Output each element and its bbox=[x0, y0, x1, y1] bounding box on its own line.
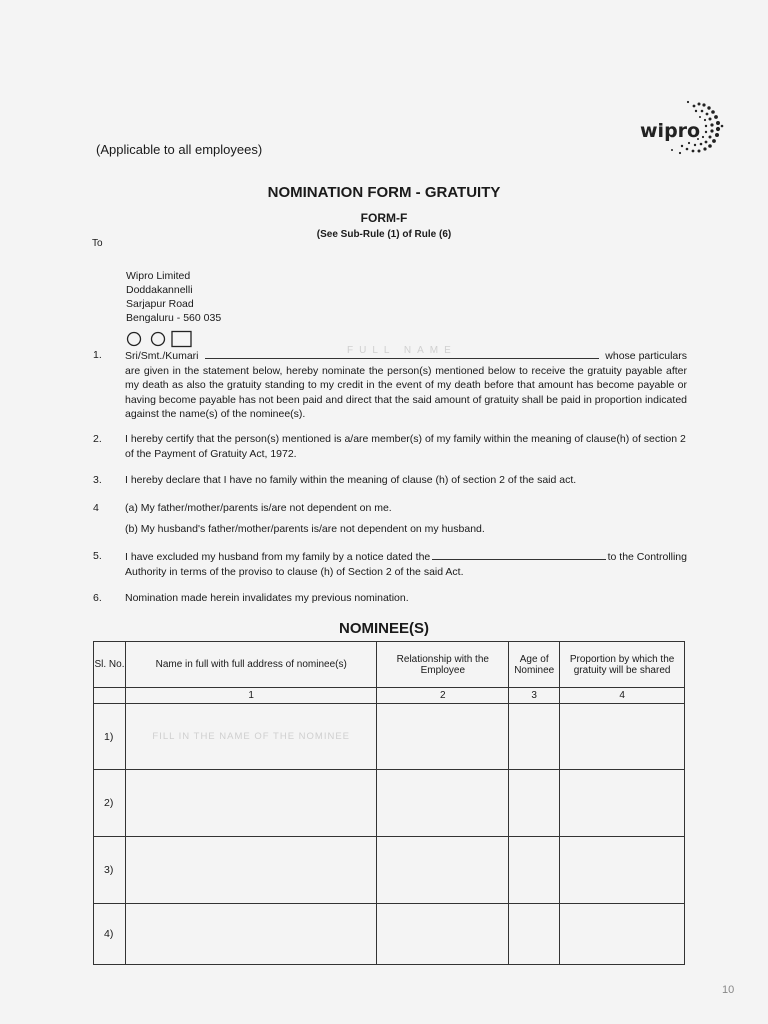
address-line: Bengaluru - 560 035 bbox=[126, 312, 222, 324]
address-line: Sarjapur Road bbox=[126, 298, 194, 310]
column-number: 2 bbox=[377, 688, 509, 704]
header-name: Name in full with full address of nominee(s) bbox=[125, 642, 376, 688]
item-3-text: I hereby declare that I have no family within the meaning of clause (h) of section 2 of the said act. bbox=[125, 474, 577, 486]
title-choice-shapes bbox=[126, 330, 216, 348]
notice-prefix: I have excluded my husband from my family by a notice dated the bbox=[125, 551, 431, 563]
relationship-cell[interactable] bbox=[377, 904, 509, 965]
row-number: 1) bbox=[94, 704, 126, 770]
item-4b-text: (b) My husband's father/mother/parents is/are not dependent on my husband. bbox=[125, 523, 485, 535]
table-row bbox=[94, 837, 685, 904]
address-line: Wipro Limited bbox=[126, 270, 191, 282]
age-cell[interactable] bbox=[509, 770, 560, 837]
nominees-table bbox=[93, 641, 685, 965]
item-number: 1. bbox=[93, 349, 102, 361]
column-number bbox=[94, 688, 126, 704]
item-6-text: Nomination made herein invalidates my previous nomination. bbox=[125, 592, 409, 604]
header-sl-no: Sl. No. bbox=[94, 642, 126, 688]
nominees-title: NOMINEE(S) bbox=[339, 620, 429, 637]
item-1-body: are given in the statement below, hereby nominate the person(s) mentioned below to receive the gratuity payable after my death as also the gratuity standing to my credit in the event of my death before that amount has become payable or having become payable has not been paid and direct that the said amount of gratuity shall be paid in proportion indicated against the name(s) of the nominee(s). bbox=[125, 364, 687, 420]
row-number: 2) bbox=[94, 770, 126, 837]
nominee-name-cell[interactable] bbox=[125, 904, 376, 965]
table-header-row bbox=[94, 642, 685, 688]
item-number: 5. bbox=[93, 550, 102, 562]
form-title: NOMINATION FORM - GRATUITY bbox=[267, 184, 501, 201]
wipro-logo bbox=[636, 98, 726, 166]
table-row bbox=[94, 704, 685, 770]
notice-date-field[interactable] bbox=[432, 549, 605, 560]
applicability-note: (Applicable to all employees) bbox=[96, 142, 263, 157]
column-number: 4 bbox=[560, 688, 685, 704]
item-number: 2. bbox=[93, 433, 102, 445]
square-option-icon[interactable] bbox=[172, 332, 191, 347]
header-proportion: Proportion by which the gratuity will be shared bbox=[560, 642, 685, 688]
full-name-ghost: FULL NAME bbox=[347, 345, 457, 356]
nominee-name-cell[interactable]: FILL IN THE NAME OF THE NOMINEE bbox=[125, 704, 376, 770]
item-number: 6. bbox=[93, 592, 102, 604]
relationship-cell[interactable] bbox=[377, 704, 509, 770]
age-cell[interactable] bbox=[509, 704, 560, 770]
item-5-body: Authority in terms of the proviso to clause (h) of Section 2 of the said Act. bbox=[125, 565, 464, 578]
column-number: 1 bbox=[125, 688, 376, 704]
column-number: 3 bbox=[509, 688, 560, 704]
item-number: 4 bbox=[93, 502, 99, 514]
table-row bbox=[94, 770, 685, 837]
address-line: Doddakannelli bbox=[126, 284, 193, 296]
circle-option-icon[interactable] bbox=[128, 333, 141, 346]
name-prefix: Sri/Smt./Kumari bbox=[125, 350, 199, 362]
to-label: To bbox=[92, 238, 103, 249]
form-subrule: (See Sub-Rule (1) of Rule (6) bbox=[316, 229, 452, 240]
item-1-text bbox=[125, 345, 687, 422]
row-number: 3) bbox=[94, 837, 126, 904]
form-subtitle: FORM-F bbox=[360, 211, 408, 225]
page-number: 10 bbox=[722, 984, 735, 996]
age-cell[interactable] bbox=[509, 904, 560, 965]
proportion-cell[interactable] bbox=[560, 704, 685, 770]
header-relationship: Relationship with the Employee bbox=[377, 642, 509, 688]
full-name-field[interactable] bbox=[205, 345, 600, 359]
item-2-text: I hereby certify that the person(s) mentioned is a/are member(s) of my family within the meaning of clause(h) of section 2 of the Payment of Gratuity Act, 1972. bbox=[125, 433, 686, 460]
table-row bbox=[94, 904, 685, 965]
proportion-cell[interactable] bbox=[560, 837, 685, 904]
logo-text: wipro bbox=[640, 120, 701, 142]
name-suffix: whose particulars bbox=[605, 350, 687, 362]
proportion-cell[interactable] bbox=[560, 770, 685, 837]
item-5-text bbox=[125, 549, 687, 579]
relationship-cell[interactable] bbox=[377, 837, 509, 904]
age-cell[interactable] bbox=[509, 837, 560, 904]
column-number-row bbox=[94, 688, 685, 704]
relationship-cell[interactable] bbox=[377, 770, 509, 837]
circle-option-icon[interactable] bbox=[152, 333, 165, 346]
nominee-name-cell[interactable] bbox=[125, 770, 376, 837]
item-4a-text: (a) My father/mother/parents is/are not dependent on me. bbox=[125, 502, 392, 514]
nominee-name-cell[interactable] bbox=[125, 837, 376, 904]
proportion-cell[interactable] bbox=[560, 904, 685, 965]
notice-suffix: to the Controlling bbox=[607, 551, 687, 563]
row-number: 4) bbox=[94, 904, 126, 965]
item-number: 3. bbox=[93, 474, 102, 486]
header-age: Age of Nominee bbox=[509, 642, 560, 688]
